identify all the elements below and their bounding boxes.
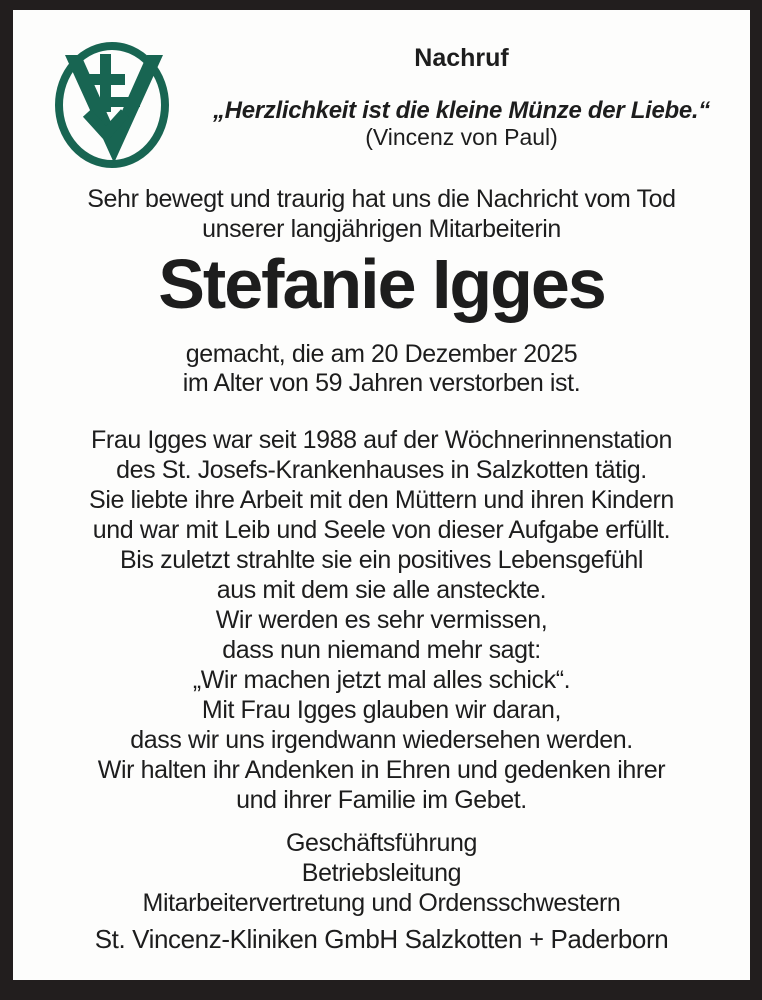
logo-h-bar: [106, 97, 140, 107]
tribute-line: Frau Igges war seit 1988 auf der Wöchnerinnenstation: [91, 426, 672, 454]
tribute-line: Mit Frau Igges glauben wir daran,: [201, 696, 562, 724]
quote-attribution: (Vincenz von Paul): [365, 124, 558, 150]
obituary-page: [13, 10, 750, 980]
logo-cross-bar: [89, 74, 125, 85]
intro-line: Sehr bewegt und traurig hat uns die Nachricht vom Tod: [87, 185, 676, 213]
tribute-line: dass wir uns irgendwann wiedersehen werden.: [130, 726, 633, 754]
header-block: [183, 45, 740, 151]
tribute-text: [13, 425, 750, 815]
page-title: Nachruf: [414, 44, 509, 72]
tribute-line: und war mit Leib und Seele von dieser Aufgabe erfüllt.: [92, 516, 671, 544]
intro-text: [13, 184, 750, 244]
signatory-line: Geschäftsführung: [286, 829, 477, 857]
signatory-line: Mitarbeitervertretung und Ordensschwestern: [142, 889, 621, 917]
tribute-line: des St. Josefs-Krankenhauses in Salzkotten tätig.: [116, 456, 647, 484]
tribute-line: Wir werden es sehr vermissen,: [215, 606, 548, 634]
quote-text: „Herzlichkeit ist die kleine Münze der Liebe.“: [212, 97, 710, 124]
date-line: gemacht, die am 20 Dezember 2025: [185, 340, 578, 368]
st-vincenz-monogram-icon: [53, 41, 171, 169]
date-line: im Alter von 59 Jahren verstorben ist.: [182, 369, 581, 397]
signatory-line: Betriebsleitung: [301, 859, 462, 887]
signatories-block: [13, 828, 750, 918]
deceased-name: Stefanie Igges: [158, 245, 605, 323]
tribute-line: „Wir machen jetzt mal alles schick“.: [192, 666, 571, 694]
st-vincenz-logo: [53, 41, 171, 169]
tribute-line: dass nun niemand mehr sagt:: [222, 636, 541, 664]
tribute-line: Wir halten ihr Andenken in Ehren und gedenken ihrer: [97, 756, 666, 784]
company-name: St. Vincenz-Kliniken GmbH Salzkotten + Paderborn: [94, 924, 669, 954]
tribute-line: Sie liebte ihre Arbeit mit den Müttern und ihren Kindern: [89, 486, 674, 514]
tribute-line: aus mit dem sie alle ansteckte.: [216, 576, 547, 604]
intro-line: unserer langjährigen Mitarbeiterin: [202, 215, 561, 243]
death-date-text: [13, 340, 750, 398]
tribute-line: Bis zuletzt strahlte sie ein positives Lebensgefühl: [120, 546, 643, 574]
tribute-line: und ihrer Familie im Gebet.: [236, 786, 527, 814]
